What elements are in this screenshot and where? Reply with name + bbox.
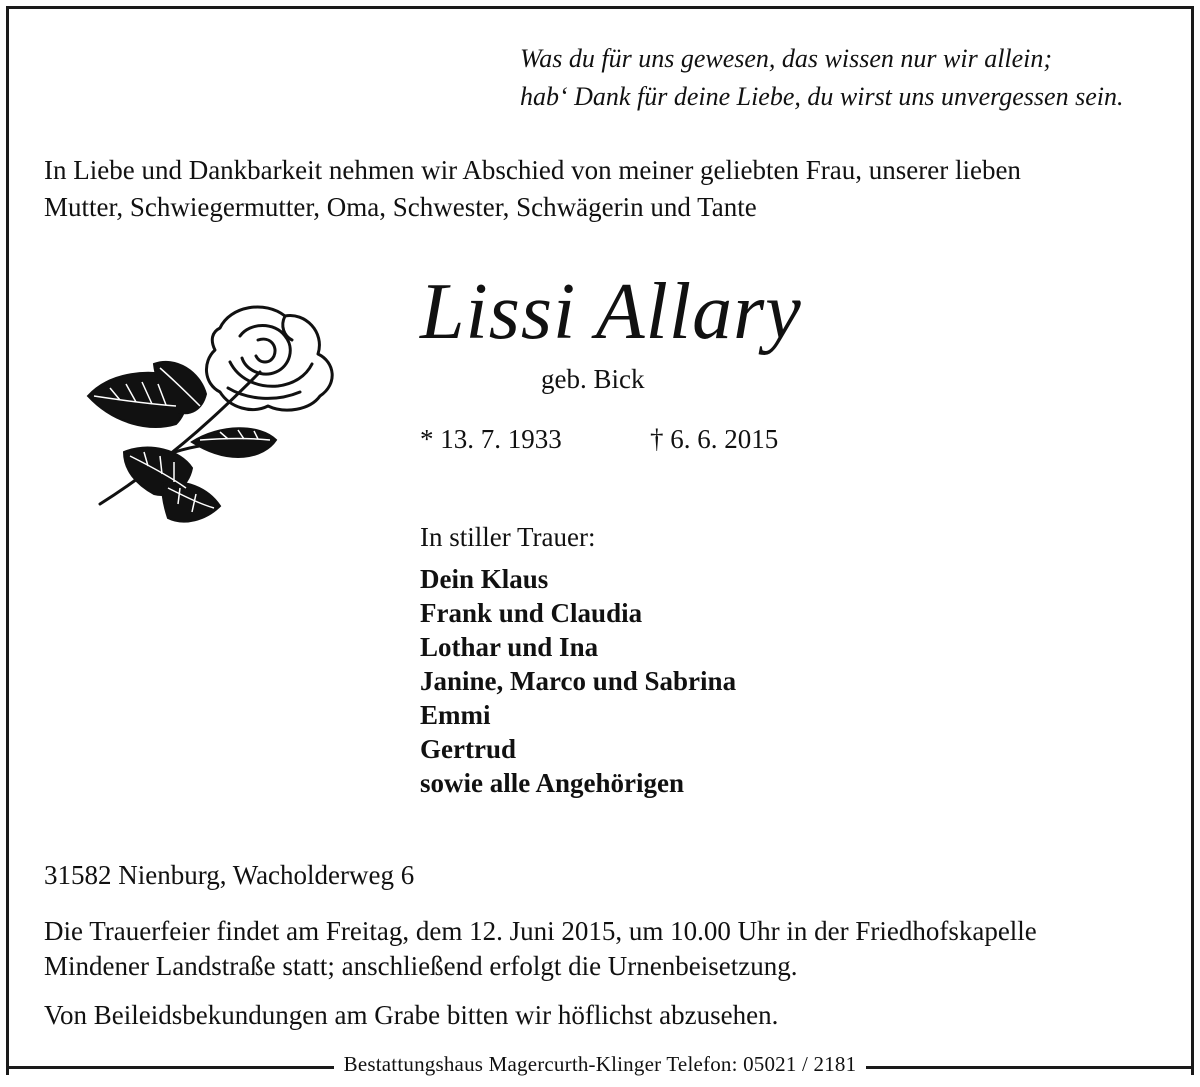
mourning-label: In stiller Trauer: xyxy=(420,522,596,552)
address: 31582 Nienburg, Wacholderweg 6 xyxy=(44,860,415,890)
motto-line-1: Was du für uns gewesen, das wissen nur wir allein; xyxy=(520,44,1053,73)
mourner-name: Dein Klaus xyxy=(420,564,549,594)
service-line-1: Die Trauerfeier findet am Freitag, dem 12. Juni 2015, um 10.00 Uhr in der Friedhofskapelle xyxy=(44,916,1037,946)
mourner-name: Frank und Claudia xyxy=(420,598,643,628)
mourner-name: Gertrud xyxy=(420,734,516,764)
mourner-name: Janine, Marco und Sabrina xyxy=(420,666,737,696)
life-dates xyxy=(420,424,779,455)
service-info xyxy=(44,914,1184,984)
intro-line-1: In Liebe und Dankbarkeit nehmen wir Abschied von meiner geliebten Frau, unserer lieben xyxy=(44,155,1021,185)
mourner-name: Emmi xyxy=(420,700,491,730)
funeral-home-contact: Bestattungshaus Magercurth-Klinger Telefon: 05021 / 2181 xyxy=(334,1052,867,1076)
birth-date: * 13. 7. 1933 xyxy=(420,424,562,454)
rose-icon xyxy=(80,292,345,532)
motto-line-2: hab‘ Dank für deine Liebe, du wirst uns unvergessen sein. xyxy=(520,82,1124,111)
service-line-2: Mindener Landstraße statt; anschließend erfolgt die Urnenbeisetzung. xyxy=(44,951,798,981)
maiden-name: geb. Bick xyxy=(541,364,645,394)
mourner-name: Lothar und Ina xyxy=(420,632,599,662)
intro-line-2: Mutter, Schwiegermutter, Oma, Schwester, Schwägerin und Tante xyxy=(44,192,757,222)
mourners-list xyxy=(420,562,736,800)
mourner-name: sowie alle Angehörigen xyxy=(420,768,684,798)
deceased-name: Lissi Allary xyxy=(420,268,802,356)
intro-text xyxy=(44,152,1174,226)
condolence-note: Von Beileidsbekundungen am Grabe bitten wir höflichst abzusehen. xyxy=(44,1000,779,1030)
motto-verse xyxy=(520,40,1123,116)
footer xyxy=(0,1052,1200,1077)
death-date: † 6. 6. 2015 xyxy=(650,424,779,454)
